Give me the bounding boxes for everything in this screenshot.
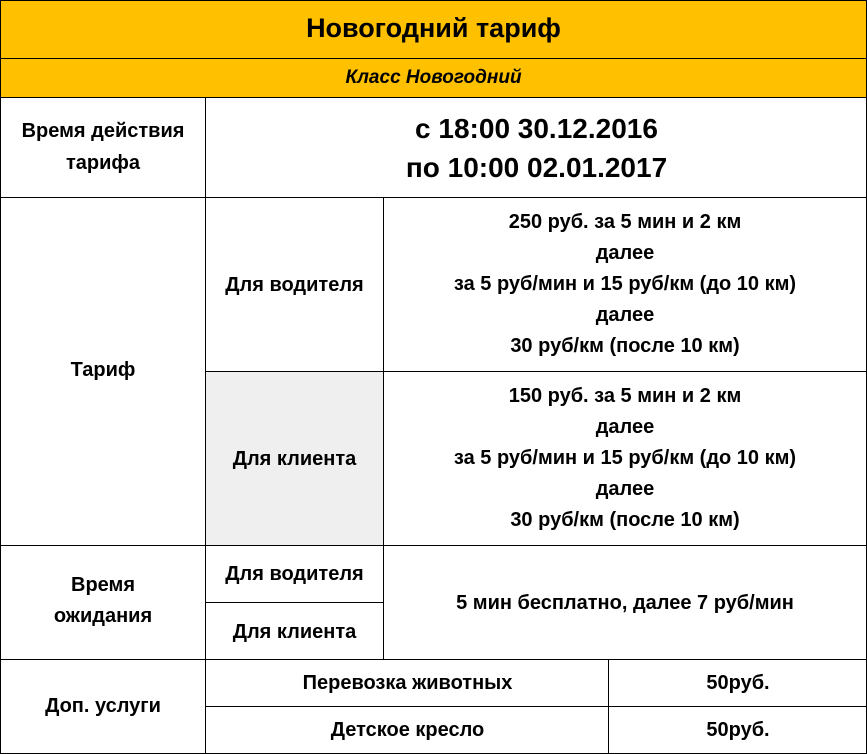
waiting-driver-label: Для водителя <box>225 563 364 585</box>
extras-item-2-name-cell <box>206 707 609 754</box>
page-subtitle: Класс Новогодний <box>345 67 522 88</box>
validity-label-line1: Время действия <box>21 120 185 142</box>
extras-item-1-name: Перевозка животных <box>302 672 513 694</box>
grid-line-h-tariff-mid <box>206 371 867 372</box>
subtitle-band <box>0 59 867 98</box>
grid-line-v-extras-price <box>608 659 609 754</box>
tariff-client-value-cell <box>383 372 867 545</box>
tariff-driver-line-3: за 5 руб/мин и 15 руб/км (до 10 км) <box>453 273 797 295</box>
grid-line-h-waiting <box>0 659 867 660</box>
validity-from: с 18:00 30.12.2016 <box>415 113 658 144</box>
waiting-label-line1: Время <box>71 574 135 596</box>
tariff-client-line-1: 150 руб. за 5 мин и 2 км <box>508 385 742 407</box>
grid-line-v-second-col <box>383 197 384 660</box>
grid-line-h-extras-mid <box>206 706 867 707</box>
tariff-driver-label-cell <box>206 198 383 372</box>
extras-label-cell <box>0 660 206 754</box>
waiting-label-cell <box>0 545 206 660</box>
waiting-client-cell <box>206 602 383 660</box>
tariff-client-line-3: за 5 руб/мин и 15 руб/км (до 10 км) <box>453 447 797 469</box>
grid-line-h-tariff <box>0 545 867 546</box>
grid-line-h-waiting-mid <box>206 602 383 603</box>
waiting-label-line2: ожидания <box>53 605 153 627</box>
validity-to: по 10:00 02.01.2017 <box>405 152 668 183</box>
waiting-driver-cell <box>206 545 383 602</box>
grid-line-h-top <box>0 0 867 1</box>
grid-line-h-title <box>0 58 867 59</box>
extras-item-2-price: 50руб. <box>706 719 770 741</box>
page-title: Новогодний тариф <box>306 13 561 43</box>
tariff-label: Тариф <box>70 359 136 381</box>
tariff-driver-line-4: далее <box>595 304 655 326</box>
validity-label-cell <box>0 98 206 198</box>
waiting-client-label: Для клиента <box>232 621 357 643</box>
tariff-client-label: Для клиента <box>232 448 357 470</box>
tariff-client-line-4: далее <box>595 478 655 500</box>
validity-value-cell <box>206 98 867 198</box>
tariff-driver-label: Для водителя <box>225 274 364 296</box>
grid-line-v-first-col <box>205 97 206 754</box>
title-band <box>0 0 867 59</box>
tariff-client-line-5: 30 руб/км (после 10 км) <box>510 509 740 531</box>
extras-item-2-price-cell <box>609 707 867 754</box>
extras-item-1-price: 50руб. <box>706 672 770 694</box>
tariff-driver-value-cell <box>383 198 867 372</box>
grid-line-h-subtitle <box>0 97 867 98</box>
grid-line-v-left <box>0 0 1 754</box>
extras-item-2-name: Детское кресло <box>330 719 485 741</box>
waiting-value: 5 мин бесплатно, далее 7 руб/мин <box>456 592 794 614</box>
extras-label: Доп. услуги <box>45 695 161 717</box>
tariff-client-line-2: далее <box>595 416 655 438</box>
tariff-driver-line-2: далее <box>595 242 655 264</box>
tariff-label-cell <box>0 198 206 545</box>
waiting-value-cell <box>383 545 867 660</box>
grid-line-h-validity <box>0 197 867 198</box>
validity-label-line2: тарифа <box>65 152 141 174</box>
tariff-driver-line-1: 250 руб. за 5 мин и 2 км <box>508 211 742 233</box>
extras-item-1-name-cell <box>206 660 609 707</box>
extras-item-1-price-cell <box>609 660 867 707</box>
tariff-client-label-cell <box>206 372 383 545</box>
tariff-driver-line-5: 30 руб/км (после 10 км) <box>510 335 740 357</box>
